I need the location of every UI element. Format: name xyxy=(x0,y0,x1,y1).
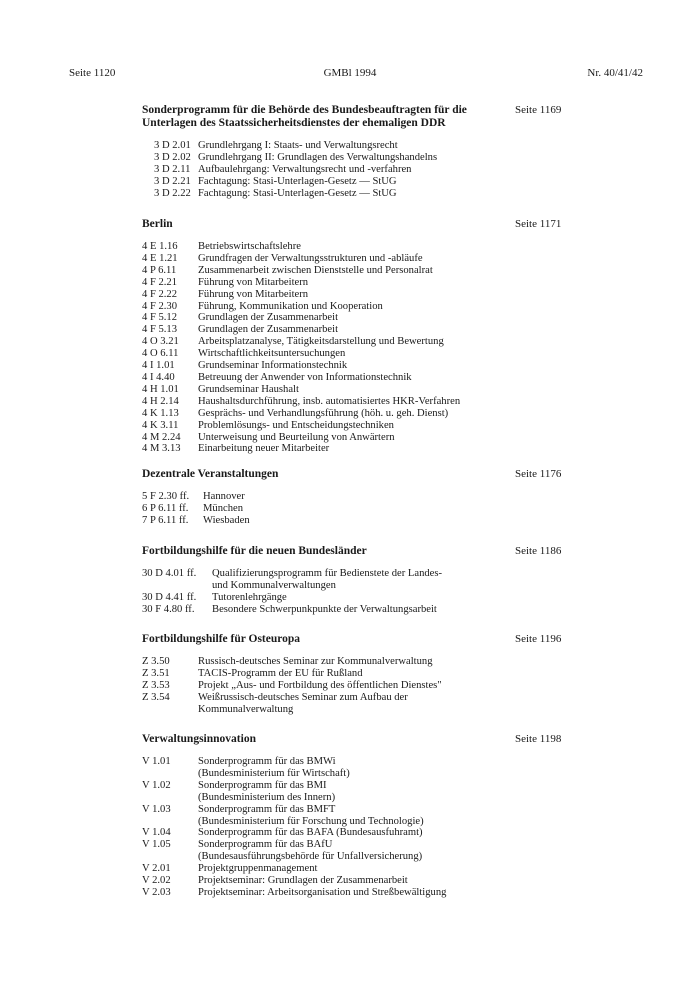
course-title: Sonderprogramm für das BMWi (Bundesministerium für Wirtschaft) xyxy=(198,756,350,779)
course-title: Grundlagen der Zusammenarbeit xyxy=(198,312,339,324)
course-code: V 1.05 xyxy=(142,839,171,851)
section xyxy=(142,218,562,455)
course-code: 4 F 2.22 xyxy=(142,288,178,300)
course-entry xyxy=(142,863,562,875)
course-title: Sonderprogramm für das BMFT (Bundesministerium für Forschung und Technologie) xyxy=(198,803,424,827)
course-list xyxy=(142,241,562,455)
course-title: Führung von Mitarbeitern xyxy=(198,288,309,300)
course-code: 4 H 2.14 xyxy=(142,395,179,407)
section-page-reference: Seite 1196 xyxy=(515,633,562,645)
course-title: Wiesbaden xyxy=(203,514,250,526)
course-code: V 1.02 xyxy=(142,779,171,791)
section xyxy=(142,104,562,200)
course-title: Fachtagung: Stasi-Unterlagen-Gesetz — StUG xyxy=(198,187,397,199)
course-entry xyxy=(142,804,562,828)
course-title: Grundseminar Informationstechnik xyxy=(198,360,348,372)
course-title: Grundseminar Haushalt xyxy=(198,383,299,395)
course-entry xyxy=(142,336,562,348)
course-entry xyxy=(142,324,562,336)
course-code: 4 I 4.40 xyxy=(142,371,175,383)
course-entry xyxy=(142,827,562,839)
course-code: 5 F 2.30 ff. xyxy=(142,491,190,502)
course-list xyxy=(142,656,562,716)
course-title: Arbeitsplatzanalyse, Tätigkeitsdarstellung und Bewertung xyxy=(198,336,444,348)
course-entry xyxy=(142,780,562,804)
course-code: 4 P 6.11 xyxy=(142,264,177,276)
course-entry xyxy=(142,420,562,432)
section-header xyxy=(142,468,562,481)
course-title: Aufbaulehrgang: Verwaltungsrecht und -verfahren xyxy=(198,163,412,175)
course-code: 4 H 1.01 xyxy=(142,383,179,395)
course-code: 30 F 4.80 ff. xyxy=(142,603,195,615)
course-title: Projektseminar: Arbeitsorganisation und Streßbewältigung xyxy=(198,886,447,898)
course-entry xyxy=(142,360,562,372)
course-code: V 2.01 xyxy=(142,863,171,875)
course-title: Haushaltsdurchführung, insb. automatisiertes HKR-Verfahren xyxy=(198,395,461,407)
course-code: V 1.01 xyxy=(142,756,171,767)
course-list xyxy=(142,140,562,200)
course-entry xyxy=(142,289,562,301)
course-title: Hannover xyxy=(203,491,245,502)
section-title: Fortbildungshilfe für Osteuropa xyxy=(142,633,301,645)
course-code: 4 F 5.12 xyxy=(142,312,178,324)
course-entry xyxy=(142,503,562,515)
section-page-reference: Seite 1198 xyxy=(515,733,562,745)
course-entry xyxy=(154,152,562,164)
course-entry xyxy=(142,277,562,289)
course-code: 6 P 6.11 ff. xyxy=(142,502,189,514)
course-code: Z 3.50 xyxy=(142,656,170,667)
issue-number: Nr. 40/41/42 xyxy=(587,67,643,79)
section-page-reference: Seite 1171 xyxy=(515,218,562,230)
course-code: 4 M 2.24 xyxy=(142,431,181,443)
course-title: Problemlösungs- und Entscheidungstechniken xyxy=(198,419,394,431)
course-title: TACIS-Programm der EU für Rußland xyxy=(198,667,363,679)
course-entry xyxy=(142,887,562,899)
section-title: Berlin xyxy=(142,218,173,230)
section xyxy=(142,545,562,616)
course-title: Weißrussisch-deutsches Seminar zum Aufbau der Kommunalverwaltung xyxy=(198,691,408,715)
course-title: Sonderprogramm für das BMI (Bundesministerium des Innern) xyxy=(198,779,336,803)
course-title: Sonderprogramm für das BAFA (Bundesausfuhramt) xyxy=(198,827,423,839)
section-header xyxy=(142,545,562,558)
course-code: 4 E 1.16 xyxy=(142,241,178,252)
section xyxy=(142,733,562,899)
course-entry xyxy=(142,348,562,360)
section-title: Fortbildungshilfe für die neuen Bundesländer xyxy=(142,545,367,557)
course-code: 4 O 3.21 xyxy=(142,336,179,348)
course-list xyxy=(142,491,562,527)
course-entry xyxy=(142,839,562,863)
course-entry xyxy=(142,656,562,668)
course-code: Z 3.53 xyxy=(142,679,170,691)
section-page-reference: Seite 1169 xyxy=(515,104,562,116)
course-code: V 2.03 xyxy=(142,886,171,898)
course-entry xyxy=(142,692,562,716)
course-entry xyxy=(142,568,562,592)
section-page-reference: Seite 1186 xyxy=(515,545,562,557)
course-title: Führung, Kommunikation und Kooperation xyxy=(198,300,383,312)
course-code: Z 3.54 xyxy=(142,691,170,703)
course-entry xyxy=(142,372,562,384)
section-title: Verwaltungsinnovation xyxy=(142,733,256,745)
page-number: Seite 1120 xyxy=(69,67,116,79)
course-title: Projektgruppenmanagement xyxy=(198,863,318,875)
course-title: München xyxy=(203,502,244,514)
course-code: 4 K 1.13 xyxy=(142,407,179,419)
course-code: 3 D 2.02 xyxy=(154,151,191,163)
course-title: Grundlagen der Zusammenarbeit xyxy=(198,324,339,336)
course-title: Grundfragen der Verwaltungsstrukturen und -abläufe xyxy=(198,252,423,264)
section-title: Sonderprogramm für die Behörde des Bundesbeauftragten für die Unterlagen des Staatssicherheitsdienstes der ehemaligen DDR xyxy=(142,104,467,129)
course-code: 4 E 1.21 xyxy=(142,252,178,264)
course-entry xyxy=(154,188,562,200)
course-entry xyxy=(142,756,562,780)
course-code: 7 P 6.11 ff. xyxy=(142,514,189,526)
course-entry xyxy=(142,592,562,604)
section-title: Dezentrale Veranstaltungen xyxy=(142,468,279,480)
course-entry xyxy=(142,875,562,887)
course-title: Sonderprogramm für das BAfU (Bundesausführungsbehörde für Unfallversicherung) xyxy=(198,839,423,863)
course-code: 30 D 4.41 ff. xyxy=(142,591,197,603)
course-entry xyxy=(142,680,562,692)
publication-title: GMBl 1994 xyxy=(323,67,377,79)
course-code: 4 K 3.11 xyxy=(142,419,179,431)
course-entry xyxy=(142,301,562,313)
course-entry xyxy=(142,312,562,324)
course-title: Projekt „Aus- und Fortbildung des öffentlichen Dienstes" xyxy=(198,679,442,691)
course-code: Z 3.51 xyxy=(142,667,170,679)
course-title: Zusammenarbeit zwischen Dienststelle und Personalrat xyxy=(198,264,433,276)
course-code: 4 O 6.11 xyxy=(142,348,179,360)
course-entry xyxy=(154,140,562,152)
section xyxy=(142,633,562,716)
course-entry xyxy=(142,396,562,408)
course-title: Wirtschaftlichkeitsuntersuchungen xyxy=(198,348,346,360)
course-code: 3 D 2.01 xyxy=(154,140,191,151)
course-entry xyxy=(154,176,562,188)
course-code: 4 M 3.13 xyxy=(142,443,181,455)
course-code: V 2.02 xyxy=(142,875,171,887)
course-entry xyxy=(142,253,562,265)
course-entry xyxy=(142,265,562,277)
course-code: V 1.04 xyxy=(142,827,171,839)
course-title: Projektseminar: Grundlagen der Zusammenarbeit xyxy=(198,875,408,887)
course-title: Unterweisung und Beurteilung von Anwärtern xyxy=(198,431,395,443)
course-title: Grundlehrgang I: Staats- und Verwaltungsrecht xyxy=(198,140,398,151)
course-list xyxy=(142,756,562,899)
course-code: 4 F 5.13 xyxy=(142,324,178,336)
course-title: Tutorenlehrgänge xyxy=(212,591,287,603)
course-title: Grundlehrgang II: Grundlagen des Verwaltungshandelns xyxy=(198,151,438,163)
course-entry xyxy=(154,164,562,176)
course-code: 3 D 2.22 xyxy=(154,187,191,199)
course-entry xyxy=(142,443,562,455)
course-title: Russisch-deutsches Seminar zur Kommunalverwaltung xyxy=(198,656,433,667)
course-code: 4 F 2.30 xyxy=(142,300,178,312)
course-title: Besondere Schwerpunkpunkte der Verwaltungsarbeit xyxy=(212,603,437,615)
course-code: 4 F 2.21 xyxy=(142,276,178,288)
section-header xyxy=(142,733,562,746)
course-entry xyxy=(142,604,562,616)
course-entry xyxy=(142,515,562,527)
course-code: 30 D 4.01 ff. xyxy=(142,568,197,579)
course-entry xyxy=(142,432,562,444)
course-title: Betriebswirtschaftslehre xyxy=(198,241,301,252)
course-code: 3 D 2.11 xyxy=(154,163,191,175)
course-code: 3 D 2.21 xyxy=(154,175,191,187)
course-title: Qualifizierungsprogramm für Bedienstete der Landes- und Kommunalverwaltungen xyxy=(212,568,443,591)
course-title: Gesprächs- und Verhandlungsführung (höh. u. geh. Dienst) xyxy=(198,407,449,419)
course-entry xyxy=(142,408,562,420)
section-header xyxy=(142,218,562,231)
course-entry xyxy=(142,668,562,680)
section-header xyxy=(142,104,562,130)
course-title: Betreuung der Anwender von Informationstechnik xyxy=(198,371,412,383)
section xyxy=(142,468,562,527)
course-code: 4 I 1.01 xyxy=(142,360,175,372)
course-title: Fachtagung: Stasi-Unterlagen-Gesetz — StUG xyxy=(198,175,397,187)
course-title: Führung von Mitarbeitern xyxy=(198,276,309,288)
course-list xyxy=(142,568,562,616)
course-title: Einarbeitung neuer Mitarbeiter xyxy=(198,443,330,455)
course-entry xyxy=(142,241,562,253)
section-header xyxy=(142,633,562,646)
course-code: V 1.03 xyxy=(142,803,171,815)
course-entry xyxy=(142,491,562,503)
course-entry xyxy=(142,384,562,396)
section-page-reference: Seite 1176 xyxy=(515,468,562,480)
